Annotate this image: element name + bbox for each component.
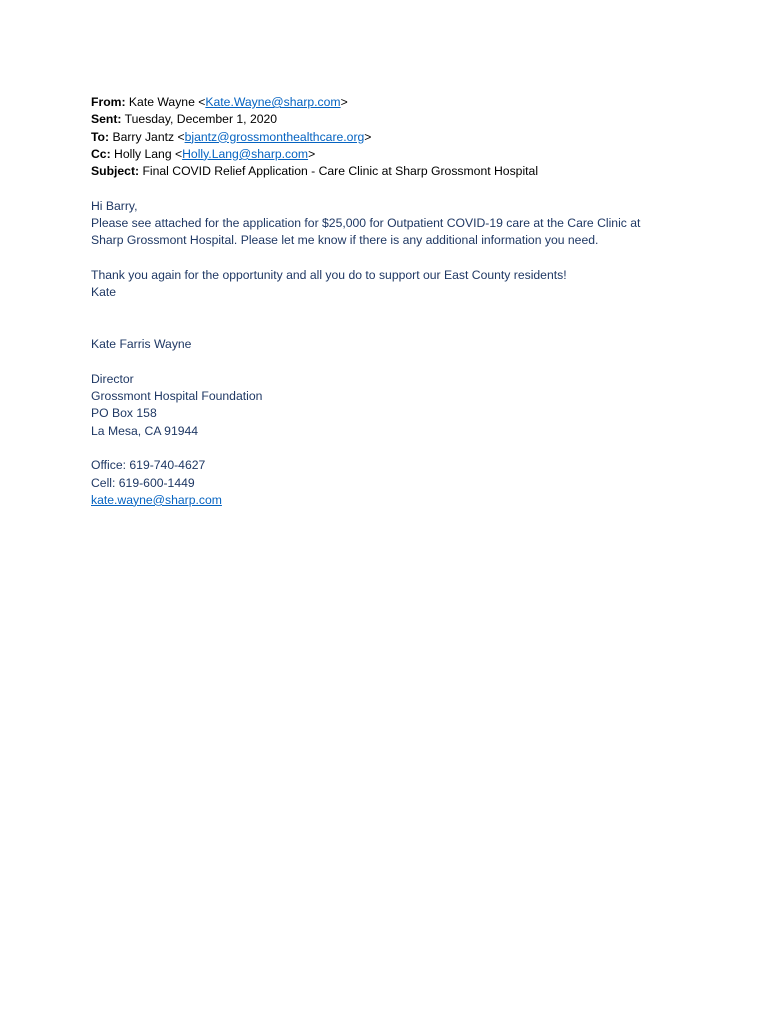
from-label: From: [91, 95, 126, 109]
closing-name: Kate [91, 285, 117, 300]
cc-name: Holly Lang < [114, 146, 183, 161]
to-email-link[interactable]: bjantz@grossmonthealthcare.org [184, 129, 365, 144]
to-label: To: [91, 129, 110, 144]
from-close: > [340, 95, 348, 109]
sent-label: Sent: [91, 112, 122, 127]
from-email-link[interactable]: Kate.Wayne@sharp.com [205, 95, 341, 109]
from-line [91, 94, 731, 111]
email-signature [91, 336, 731, 509]
signature-po-box: PO Box 158 [91, 406, 157, 421]
body-paragraph-line-2: Sharp Grossmont Hospital. Please let me know if there is any additional information you need. [91, 233, 599, 248]
to-name: Barry Jantz < [112, 129, 185, 144]
thanks-line: Thank you again for the opportunity and all you do to support our East County residents! [91, 267, 567, 282]
email-document [91, 94, 731, 509]
email-header [91, 94, 731, 180]
greeting: Hi Barry, [91, 198, 138, 213]
subject-label: Subject: [91, 164, 140, 179]
cc-email-link[interactable]: Holly.Lang@sharp.com [182, 146, 309, 161]
sent-value: Tuesday, December 1, 2020 [124, 112, 278, 127]
cc-line [91, 146, 731, 163]
signature-email-line [91, 492, 731, 509]
signature-title: Director [91, 371, 134, 386]
cc-label: Cc: [91, 146, 111, 161]
body-paragraph-line-1: Please see attached for the application for $25,000 for Outpatient COVID-19 care at the Care Clinic at [91, 216, 641, 231]
signature-org: Grossmont Hospital Foundation [91, 389, 263, 404]
signature-name: Kate Farris Wayne [91, 337, 192, 352]
cc-close: > [308, 146, 316, 161]
signature-office-phone: Office: 619-740-4627 [91, 458, 206, 473]
subject-value: Final COVID Relief Application - Care Clinic at Sharp Grossmont Hospital [142, 164, 539, 179]
signature-cell-phone: Cell: 619-600-1449 [91, 475, 195, 490]
signature-city: La Mesa, CA 91944 [91, 423, 199, 438]
email-body [91, 198, 731, 302]
signature-email-link[interactable]: kate.wayne@sharp.com [91, 492, 222, 507]
sent-line [91, 111, 731, 128]
to-close: > [364, 129, 372, 144]
from-name: Kate Wayne < [128, 95, 206, 109]
subject-line [91, 163, 731, 180]
to-line [91, 129, 731, 146]
